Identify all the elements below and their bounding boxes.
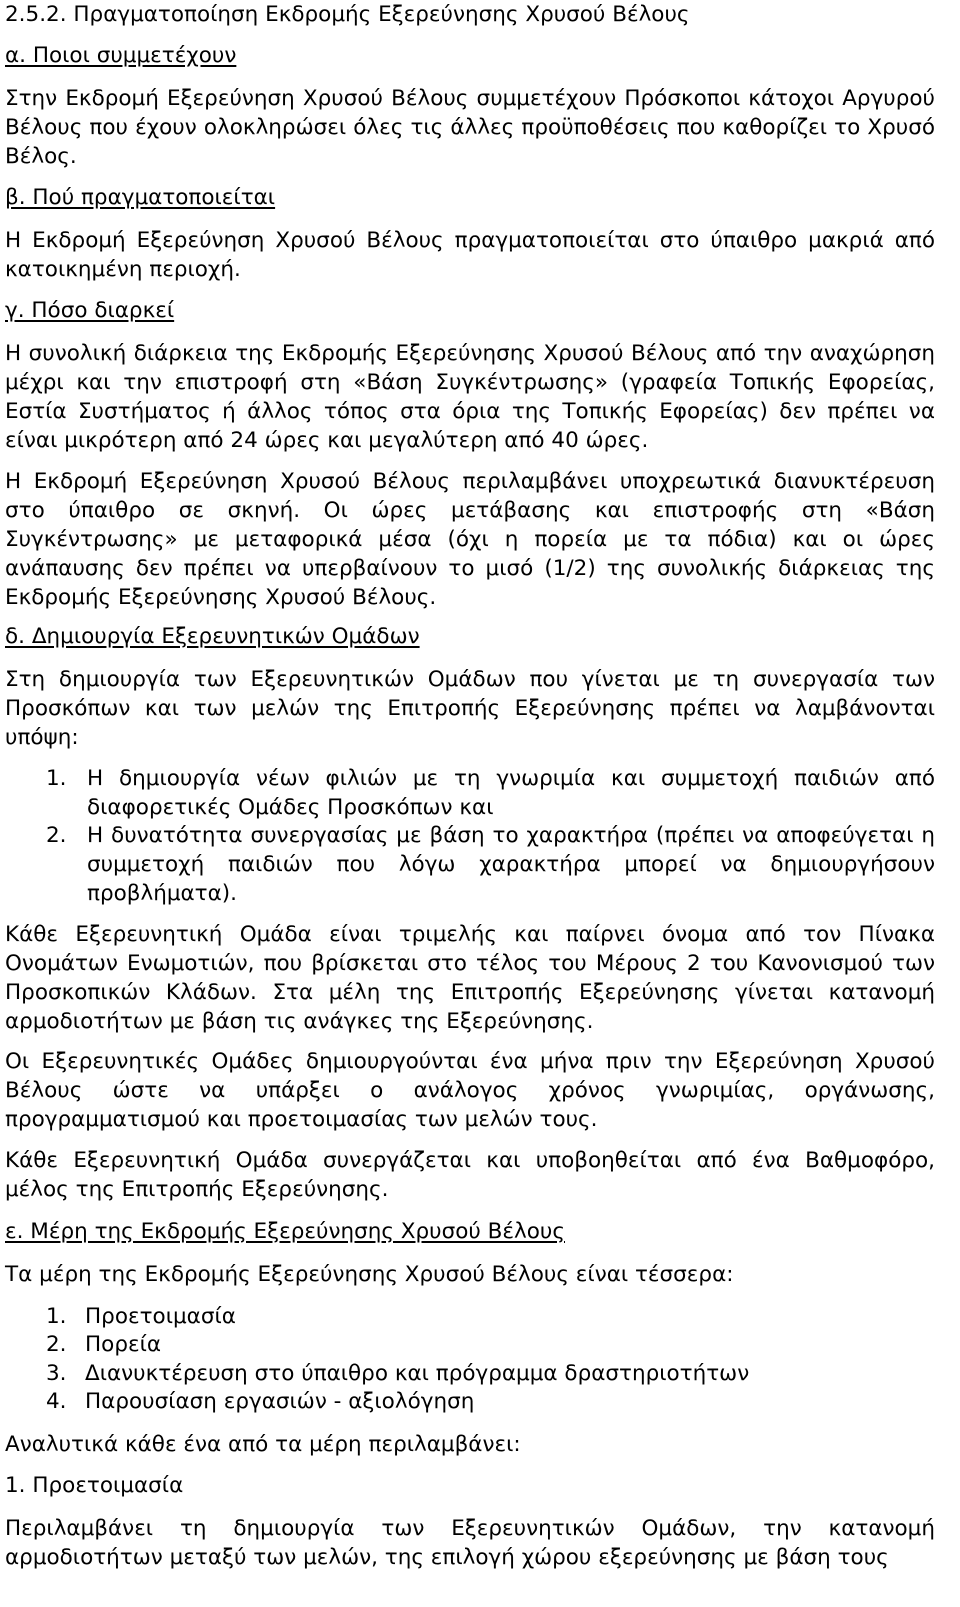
paragraph-duration-2: Η Εκδρομή Εξερεύνηση Χρυσού Βέλους περιλαμβάνει υποχρεωτικά διανυκτέρευση στο ύπαιθρο σε σκηνή. Οι ώρες μετάβασης και επιστροφής στη «Βάση Συγκέντρωσης» με μεταφορικά μέσα (όχι η πορεία με τα πόδια) και οι ώρες ανάπαυσης δεν πρέπει να υπερβαίνουν το μισό (1/2) της συνολικής διάρκειας της Εκδρομής Εξερεύνησης Χρυσού Βέλους. [5, 469, 935, 610]
list-item-number: 1. [46, 766, 67, 791]
heading-duration: γ. Πόσο διαρκεί [5, 298, 175, 323]
paragraph-parts-1: Τα μέρη της Εκδρομής Εξερεύνησης Χρυσού Βέλους είναι τέσσερα: [5, 1262, 734, 1287]
sub-heading-preparation: 1. Προετοιμασία [5, 1473, 184, 1498]
paragraph-participants: Στην Εκδρομή Εξερεύνηση Χρυσού Βέλους συμμετέχουν Πρόσκοποι κάτοχοι Αργυρού Βέλους που έχουν ολοκληρώσει όλες τις άλλες προϋποθέσεις που καθορίζει το Χρυσό Βέλος. [5, 86, 935, 169]
paragraph-parts-2: Αναλυτικά κάθε ένα από τα μέρη περιλαμβάνει: [5, 1432, 521, 1457]
list-item-number: 4. [46, 1389, 67, 1414]
list-item-text: Παρουσίαση εργασιών - αξιολόγηση [85, 1389, 475, 1414]
paragraph-preparation: Περιλαμβάνει τη δημιουργία των Εξερευνητικών Ομάδων, την κατανομή αρμοδιοτήτων μεταξύ των μελών, της επιλογή χώρου εξερεύνησης με βάση τους [5, 1516, 935, 1570]
list-item-number: 1. [46, 1304, 67, 1329]
paragraph-teams-2: Κάθε Εξερευνητική Ομάδα είναι τριμελής και παίρνει όνομα από τον Πίνακα Ονομάτων Ενωμοτιών, που βρίσκεται στο τέλος του Μέρους 2 του Κανονισμού των Προσκοπικών Κλάδων. Στα μέλη της Επιτροπής Εξερεύνησης γίνεται κατανομή αρμοδιοτήτων με βάση τις ανάγκες της Εξερεύνησης. [5, 922, 935, 1034]
list-item-number: 2. [46, 1332, 67, 1357]
list-item-number: 2. [46, 823, 67, 848]
paragraph-teams-1: Στη δημιουργία των Εξερευνητικών Ομάδων που γίνεται με τη συνεργασία των Προσκόπων και των μελών της Επιτροπής Εξερεύνησης πρέπει να λαμβάνονται υπόψη: [5, 667, 935, 750]
heading-location: β. Πού πραγματοποιείται [5, 185, 276, 210]
paragraph-location: Η Εκδρομή Εξερεύνηση Χρυσού Βέλους πραγματοποιείται στο ύπαιθρο μακριά από κατοικημένη περιοχή. [5, 228, 935, 282]
section-title: 2.5.2. Πραγματοποίηση Εκδρομής Εξερεύνησης Χρυσού Βέλους [5, 2, 690, 27]
list-item-text: Διανυκτέρευση στο ύπαιθρο και πρόγραμμα δραστηριοτήτων [85, 1361, 750, 1386]
heading-participants: α. Ποιοι συμμετέχουν [5, 43, 237, 68]
heading-parts: ε. Μέρη της Εκδρομής Εξερεύνησης Χρυσού Βέλους [5, 1219, 565, 1244]
list-item-text: Προετοιμασία [85, 1304, 236, 1329]
paragraph-duration-1: Η συνολική διάρκεια της Εκδρομής Εξερεύνησης Χρυσού Βέλους από την αναχώρηση μέχρι και την επιστροφή στη «Βάση Συγκέντρωσης» (γραφεία Τοπικής Εφορείας, Εστία Συστήματος ή άλλος τόπος στα όρια της Τοπικής Εφορείας) δεν πρέπει να είναι μικρότερη από 24 ώρες και μεγαλύτερη από 40 ώρες. [5, 341, 935, 453]
list-item-number: 3. [46, 1361, 67, 1386]
heading-teams: δ. Δημιουργία Εξερευνητικών Ομάδων [5, 624, 420, 649]
paragraph-teams-3: Οι Εξερευνητικές Ομάδες δημιουργούνται ένα μήνα πριν την Εξερεύνηση Χρυσού Βέλους ώστε να υπάρξει ο ανάλογος χρόνος γνωριμίας, οργάνωσης, προγραμματισμού και προετοιμασίας των μελών τους. [5, 1049, 935, 1132]
paragraph-teams-4: Κάθε Εξερευνητική Ομάδα συνεργάζεται και υποβοηθείται από ένα Βαθμοφόρο, μέλος της Επιτροπής Εξερεύνησης. [5, 1148, 935, 1202]
list-item-text: Η δυνατότητα συνεργασίας με βάση το χαρακτήρα (πρέπει να αποφεύγεται η συμμετοχή παιδιών που λόγω χαρακτήρα μπορεί να δημιουργήσουν προβλήματα). [87, 823, 935, 906]
list-item-text: Πορεία [85, 1332, 162, 1357]
list-item-text: Η δημιουργία νέων φιλιών με τη γνωριμία και συμμετοχή παιδιών από διαφορετικές Ομάδες Προσκόπων και [87, 766, 935, 820]
